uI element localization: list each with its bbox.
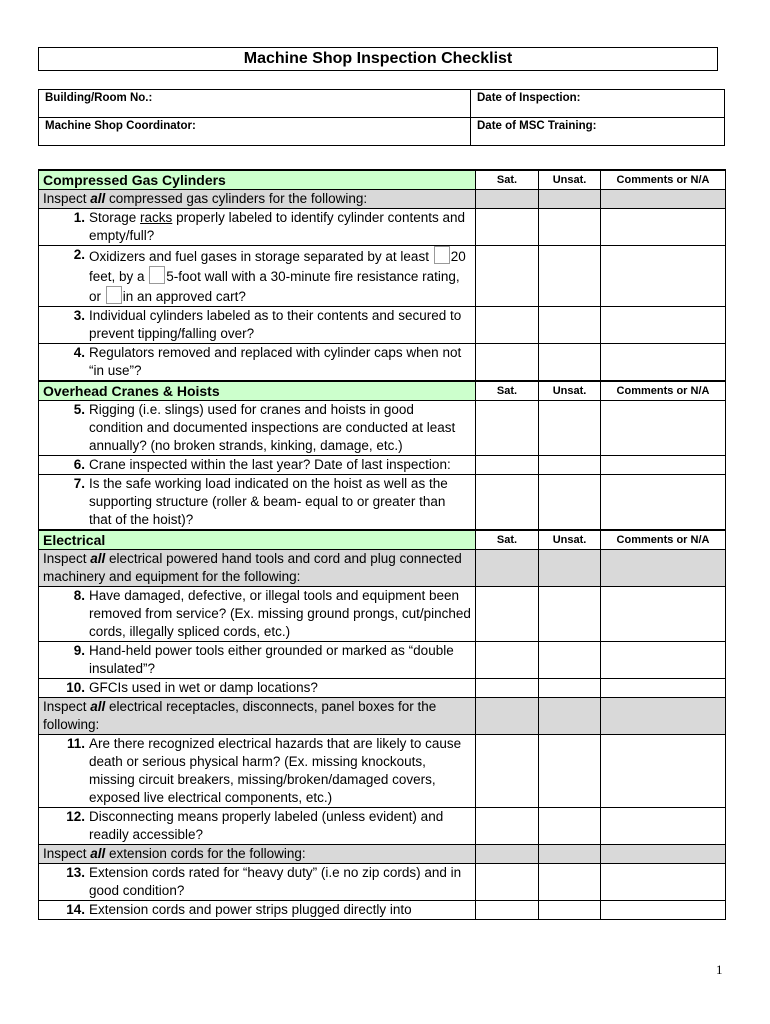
sat-cell[interactable] [476,901,539,920]
item-text: Have damaged, defective, or illegal tools and equipment been removed from service? (Ex. missing ground prongs, cut/pinched cords, illegally spliced cords, etc.) [89,588,471,639]
date-of-inspection-field[interactable] [471,90,725,118]
item-text: Oxidizers and fuel gases in storage separated by at least 20 feet, by a 5-foot wall with a 30-minute fire resistance rating, or in an approved cart? [89,246,471,306]
instruction-text: Inspect all electrical receptacles, disconnects, panel boxes for the following: [39,698,476,735]
unsat-cell[interactable] [539,679,601,698]
sat-cell[interactable] [476,401,539,456]
building-room-label: Building/Room No.: [45,92,153,104]
item-number: 2. [73,247,85,262]
instruction-text: Inspect all electrical powered hand tools and cord and plug connected machinery and equipment for the following: [39,550,476,587]
unsat-column-header: Unsat. [539,381,601,401]
date-of-inspection-label: Date of Inspection: [477,92,581,104]
item-text: Disconnecting means properly labeled (unless evident) and readily accessible? [89,809,444,842]
comments-column-header: Comments or N/A [601,381,726,401]
sat-cell[interactable] [476,642,539,679]
item-text: Individual cylinders labeled as to their contents and secured to prevent tipping/falling over? [89,308,462,341]
item-number: 3. [73,308,85,323]
item-text: Rigging (i.e. slings) used for cranes and hoists in good condition and documented inspections are conducted at least annually? (no broken strands, kinking, damage, etc.) [89,402,456,453]
unsat-cell[interactable] [539,209,601,246]
unsat-cell[interactable] [539,475,601,531]
checklist-item-14 [39,901,726,920]
instruction-row [39,550,726,587]
checklist-item-10 [39,679,726,698]
item-text: Are there recognized electrical hazards that are likely to cause death or serious physical harm? (Ex. missing knockouts, missing circuit breakers, missing/broken/damaged covers, exposed live electrical components, etc.) [89,736,462,805]
item-number: 9. [73,643,85,658]
sat-cell[interactable] [476,246,539,307]
sat-cell [476,698,539,735]
unsat-cell [539,550,601,587]
building-room-field[interactable] [39,90,471,118]
item-number: 11. [66,736,85,751]
checkbox[interactable] [434,246,450,264]
unsat-cell[interactable] [539,401,601,456]
section-title: Overhead Cranes & Hoists [39,381,476,401]
sat-cell[interactable] [476,344,539,382]
comments-cell[interactable] [601,735,726,808]
sat-column-header: Sat. [476,170,539,190]
comments-cell[interactable] [601,209,726,246]
checklist-item-2 [39,246,726,307]
unsat-cell[interactable] [539,808,601,845]
unsat-cell [539,190,601,209]
sat-column-header: Sat. [476,530,539,550]
instruction-row [39,190,726,209]
comments-cell[interactable] [601,587,726,642]
instruction-text: Inspect all compressed gas cylinders for the following: [39,190,476,209]
checklist-item-11 [39,735,726,808]
section-header-cranes [39,381,726,401]
checklist-item-12 [39,808,726,845]
comments-cell[interactable] [601,901,726,920]
unsat-cell[interactable] [539,587,601,642]
item-number: 4. [73,345,85,360]
inspection-info-table [38,89,725,146]
item-number: 10. [66,680,85,695]
comments-cell [601,190,726,209]
checklist-item-3 [39,307,726,344]
unsat-cell[interactable] [539,344,601,382]
unsat-column-header: Unsat. [539,170,601,190]
comments-cell[interactable] [601,642,726,679]
section-header-gas [39,170,726,190]
sat-cell[interactable] [476,864,539,901]
sat-cell[interactable] [476,209,539,246]
unsat-column-header: Unsat. [539,530,601,550]
unsat-cell[interactable] [539,735,601,808]
unsat-cell[interactable] [539,307,601,344]
page-title: Machine Shop Inspection Checklist [38,47,718,71]
comments-cell[interactable] [601,246,726,307]
checklist-item-9 [39,642,726,679]
page-number: 1 [716,962,723,977]
unsat-cell[interactable] [539,246,601,307]
sat-cell[interactable] [476,307,539,344]
item-number: 14. [66,902,85,917]
checkbox[interactable] [106,286,122,304]
checklist-item-1 [39,209,726,246]
sat-cell[interactable] [476,679,539,698]
item-text: Is the safe working load indicated on the hoist as well as the supporting structure (roller & beam- equal to or greater than that of the hoist)? [89,476,448,527]
unsat-cell [539,698,601,735]
section-title: Electrical [39,530,476,550]
checklist-item-8 [39,587,726,642]
sat-cell[interactable] [476,808,539,845]
item-text: GFCIs used in wet or damp locations? [89,680,318,695]
item-number: 7. [73,476,85,491]
sat-cell [476,845,539,864]
comments-column-header: Comments or N/A [601,170,726,190]
comments-cell[interactable] [601,475,726,531]
sat-cell[interactable] [476,456,539,475]
sat-cell [476,550,539,587]
item-number: 1. [73,210,85,225]
msc-training-label: Date of MSC Training: [477,120,597,132]
item-text: Extension cords and power strips plugged directly into [89,902,412,917]
comments-cell[interactable] [601,344,726,382]
instruction-row [39,698,726,735]
instruction-row [39,845,726,864]
comments-cell[interactable] [601,456,726,475]
comments-cell[interactable] [601,864,726,901]
item-number: 5. [73,402,85,417]
checklist-item-5 [39,401,726,456]
comments-cell[interactable] [601,808,726,845]
checklist-item-4 [39,344,726,382]
sat-cell[interactable] [476,475,539,531]
sat-column-header: Sat. [476,381,539,401]
item-text: Extension cords rated for “heavy duty” (i.e no zip cords) and in good condition? [89,865,462,898]
instruction-text: Inspect all extension cords for the following: [39,845,476,864]
checklist-item-6 [39,456,726,475]
sat-cell[interactable] [476,587,539,642]
item-text: Storage racks properly labeled to identify cylinder contents and empty/full? [89,210,465,243]
item-text: Crane inspected within the last year? Date of last inspection: [89,457,451,472]
sat-cell[interactable] [476,735,539,808]
coordinator-label: Machine Shop Coordinator: [45,120,196,132]
item-number: 12. [66,809,85,824]
item-number: 13. [66,865,85,880]
comments-cell[interactable] [601,679,726,698]
msc-training-date-field[interactable] [471,118,725,146]
comments-cell [601,845,726,864]
comments-column-header: Comments or N/A [601,530,726,550]
item-text: Hand-held power tools either grounded or marked as “double insulated”? [89,643,454,676]
comments-cell [601,698,726,735]
coordinator-field[interactable] [39,118,471,146]
item-text: Regulators removed and replaced with cylinder caps when not “in use”? [89,345,462,378]
item-number: 8. [73,588,85,603]
section-title: Compressed Gas Cylinders [39,170,476,190]
comments-cell [601,550,726,587]
unsat-cell[interactable] [539,864,601,901]
unsat-cell[interactable] [539,642,601,679]
checklist-item-13 [39,864,726,901]
unsat-cell[interactable] [539,456,601,475]
item-number: 6. [73,457,85,472]
checkbox[interactable] [149,266,165,284]
checklist-table [38,169,726,920]
checklist-item-7 [39,475,726,531]
unsat-cell [539,845,601,864]
unsat-cell[interactable] [539,901,601,920]
comments-cell[interactable] [601,307,726,344]
sat-cell [476,190,539,209]
section-header-electrical [39,530,726,550]
comments-cell[interactable] [601,401,726,456]
